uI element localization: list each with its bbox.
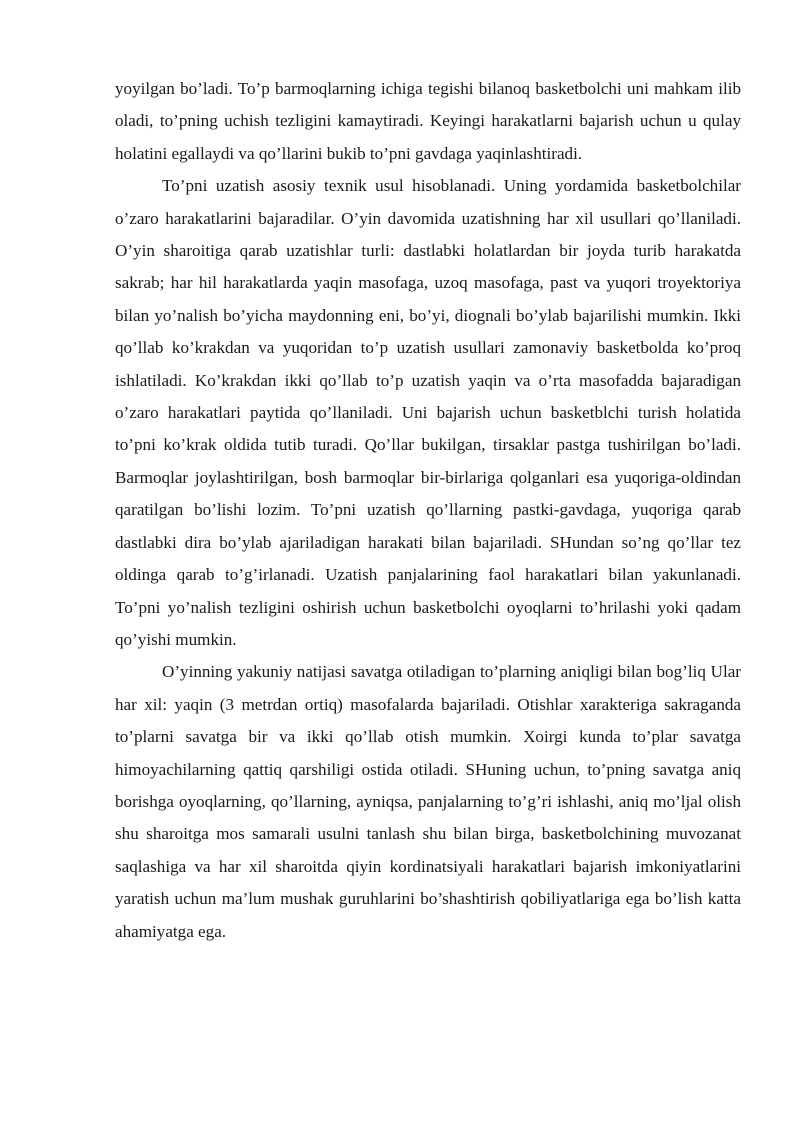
paragraph-3: O’yinning yakuniy natijasi savatga otiladigan to’plarning aniqligi bilan bog’liq Ular har xil: yaqin (3 metrdan ortiq) masofalarda bajariladi. Otishlar xarakteriga sakraganda to’plarni savatga bir va ikki qo’llab otish mumkin. Xoirgi kunda to’plar savatga himoyachilarning qattiq qarshiligi ostida otiladi. SHuning uchun, to’pning savatga aniq borishga oyoqlarning, qo’llarning, ayniqsa, panjalarning to’g’ri ishlashi, aniq mo’ljal olish shu sharoitga mos samarali usulni tanlash shu bilan birga, basketbolchining muvozanat saqlashiga va har xil sharoitda qiyin kordinatsiyali harakatlari bajarish imkoniyatlarini yaratish uchun ma’lum mushak guruhlarini bo’shashtirish qobiliyatlariga ega bo’lish katta ahamiyatga ega. xyxy=(115,662,741,941)
paragraph-1: yoyilgan bo’ladi. To’p barmoqlarning ichiga tegishi bilanoq basketbolchi uni mahkam ilib oladi, to’pning uchish tezligini kamaytiradi. Keyingi harakatlarni bajarish uchun u qulay holatini egallaydi va qo’llarini bukib to’pni gavdaga yaqinlashtiradi. xyxy=(115,79,741,163)
document-body xyxy=(115,73,741,948)
paragraph-2: To’pni uzatish asosiy texnik usul hisoblanadi. Uning yordamida basketbolchilar o’zaro harakatlarini bajaradilar. O’yin davomida uzatishning har xil usullari qo’llaniladi. O’yin sharoitiga qarab uzatishlar turli: dastlabki holatlardan bir joyda turib harakatda sakrab; har hil harakatlarda yaqin masofaga, uzoq masofaga, past va yuqori troyektoriya bilan yo’nalish bo’yicha maydonning eni, bo’yi, diognali bo’ylab bajarilishi mumkin. Ikki qo’llab ko’krakdan va yuqoridan to’p uzatish usullari zamonaviy basketbolda ko’proq ishlatiladi. Ko’krakdan ikki qo’llab to’p uzatish yaqin va o’rta masofadda bajaradigan o’zaro harakatlari paytida qo’llaniladi. Uni bajarish uchun basketblchi turish holatida to’pni ko’krak oldida tutib turadi. Qo’llar bukilgan, tirsaklar pastga tushirilgan bo’ladi. Barmoqlar joylashtirilgan, bosh barmoqlar bir-birlariga qolganlari esa yuqoriga-oldindan qaratilgan bo’lishi lozim. To’pni uzatish qo’llarning pastki-gavdaga, yuqoriga qarab dastlabki dira bo’ylab ajariladigan harakati bilan bajariladi. SHundan so’ng qo’llar tez oldinga qarab to’g’irlanadi. Uzatish panjalarining faol harakatlari bilan yakunlanadi. To’pni yo’nalish tezligini oshirish uchun basketbolchi oyoqlarni to’hrilashi yoki qadam qo’yishi mumkin. xyxy=(115,176,741,649)
